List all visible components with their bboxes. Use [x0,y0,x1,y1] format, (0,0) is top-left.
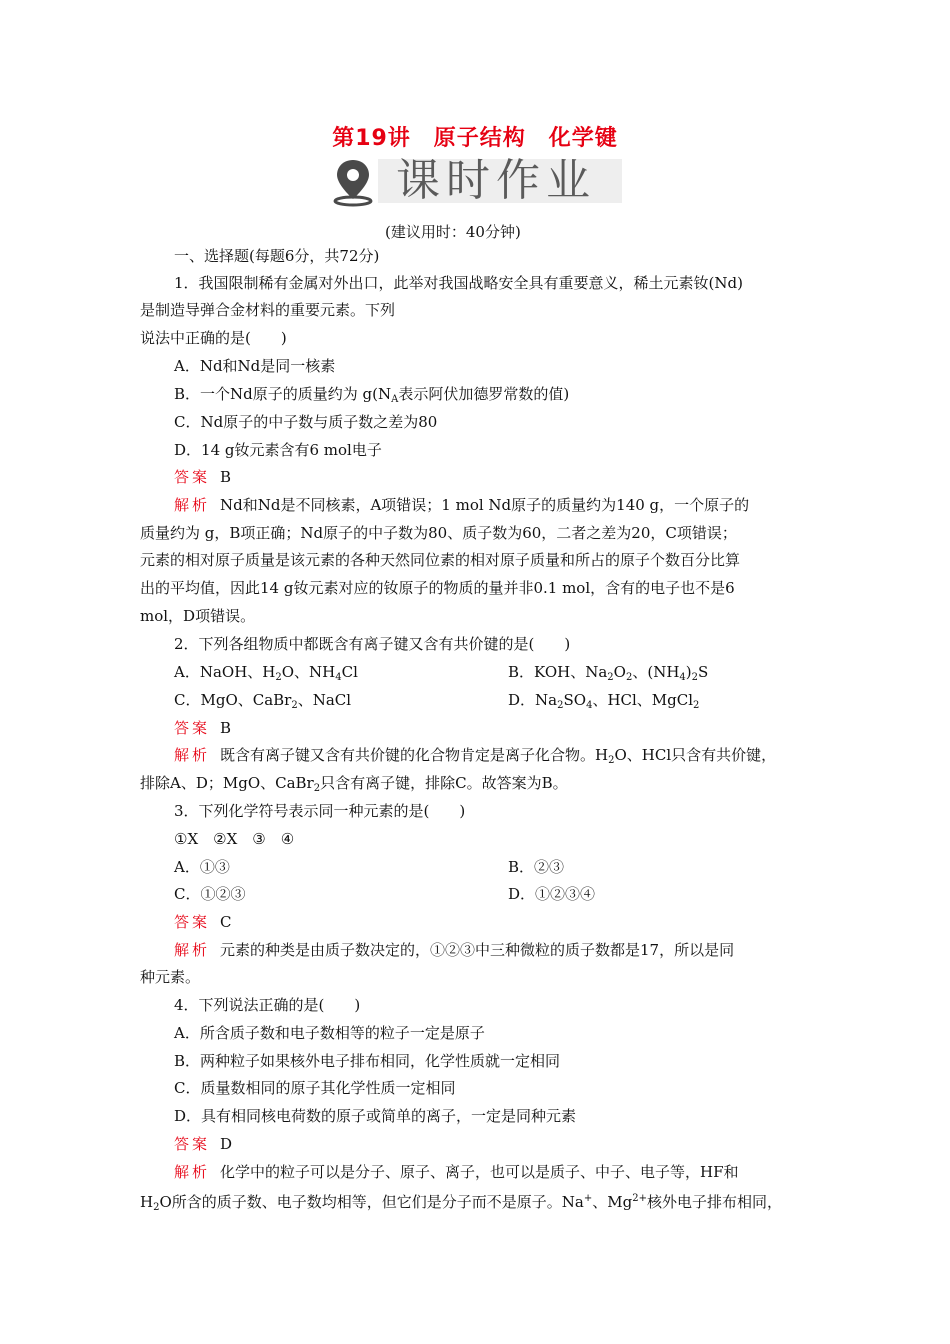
q1-explanation-line2: 质量约为 g，B项正确；Nd原子的中子数为80、质子数为60，二者之差为20，C项错误； [140,524,737,542]
q1-option-a: A．Nd和Nd是同一核素 [174,357,336,375]
q4-answer: 答案 D [174,1135,233,1153]
q4-option-b: B．两种粒子如果核外电子排布相同，化学性质就一定相同 [174,1052,561,1070]
banner-text: 课时作业 [396,155,596,206]
q1-option-c: C．Nd原子的中子数与质子数之差为80 [174,413,438,431]
q2-option-c: C．MgO、CaBr$_2$、NaCl [174,691,352,711]
q1-option-b: B．一个Nd原子的质量约为 $g(N_A$表示阿伏加德罗常数的值) [174,385,570,405]
q1-answer: 答案 B [174,468,232,486]
lesson-title: 第19讲 原子结构 化学键 [332,126,618,151]
q3-answer: 答案 C [174,913,232,931]
q4-explanation-line2: $H_2O$所含的质子数、电子数均相等，但它们是分子而不是原子。Na+、$Mg^{2+}$核外电子排布相同， [140,1193,782,1213]
q1-stem-line3: 说法中正确的是( ) [140,329,287,347]
q3-option-a: A．①③ [174,858,230,876]
q4-option-c: C．质量数相同的原子其化学性质一定相同 [174,1079,456,1097]
q3-symbols: ①X ②X ③ ④ [174,830,295,848]
q1-explanation-line3: 元素的相对原子质量是该元素的各种天然同位素的相对原子质量和所占的原子个数百分比算 [140,551,741,569]
suggested-time: (建议用时：40分钟) [385,223,521,241]
q2-option-a: A．NaOH、$H_2O$、$NH_4Cl$ [174,663,358,683]
q2-explanation-line2: 排除A、D；MgO、CaBr$_2$只含有离子键，排除C。故答案为B。 [140,774,568,794]
q1-explanation-line5: mol，D项错误。 [140,607,256,625]
q3-explanation-line1: 解析 元素的种类是由质子数决定的，①②③中三种微粒的质子数都是17，所以是同 [174,941,735,959]
q4-explanation-line1: 解析 化学中的粒子可以是分子、原子、离子，也可以是质子、中子、电子等，HF和 [174,1163,739,1181]
q4-option-a: A．所含质子数和电子数相等的粒子一定是原子 [174,1024,485,1042]
q3-option-c: C．①②③ [174,885,246,903]
q4-stem: 4．下列说法正确的是( ) [174,996,361,1014]
section-heading: 一、选择题(每题6分，共72分) [174,247,380,265]
homework-banner [326,154,626,208]
q1-explanation-line4: 出的平均值，因此14 g钕元素对应的钕原子的物质的量并非0.1 mol，含有的电子也不是6 [140,579,735,597]
location-pin-icon [330,157,376,207]
q4-option-d: D．具有相同核电荷数的原子或简单的离子，一定是同种元素 [174,1107,577,1125]
q1-stem-line2: 是制造导弹合金材料的重要元素。下列 [140,301,396,319]
q2-explanation-line1: 解析 既含有离子键又含有共价键的化合物肯定是离子化合物。$H_2O$、HCl只含有共价键， [174,746,777,766]
q2-option-b: B．KOH、$Na_2O_2$、$(NH_4)_2S$ [508,663,709,683]
q1-stem-line1: 1．我国限制稀有金属对外出口，此举对我国战略安全具有重要意义，稀土元素钕(Nd) [174,274,743,292]
q2-stem: 2．下列各组物质中都既含有离子键又含有共价键的是( ) [174,635,571,653]
q2-option-d: D．$Na_2SO_4$、HCl、MgCl$_2$ [508,691,700,711]
q1-explanation-line1: 解析 Nd和Nd是不同核素，A项错误；1 mol Nd原子的质量约为140 g，一个原子的 [174,496,750,514]
q3-explanation-line2: 种元素。 [140,968,201,986]
q3-stem: 3．下列化学符号表示同一种元素的是( ) [174,802,466,820]
q3-option-b: B．②③ [508,858,565,876]
q1-option-d: D．14 g钕元素含有6 mol电子 [174,441,382,459]
q3-option-d: D．①②③④ [508,885,596,903]
q2-answer: 答案 B [174,719,232,737]
